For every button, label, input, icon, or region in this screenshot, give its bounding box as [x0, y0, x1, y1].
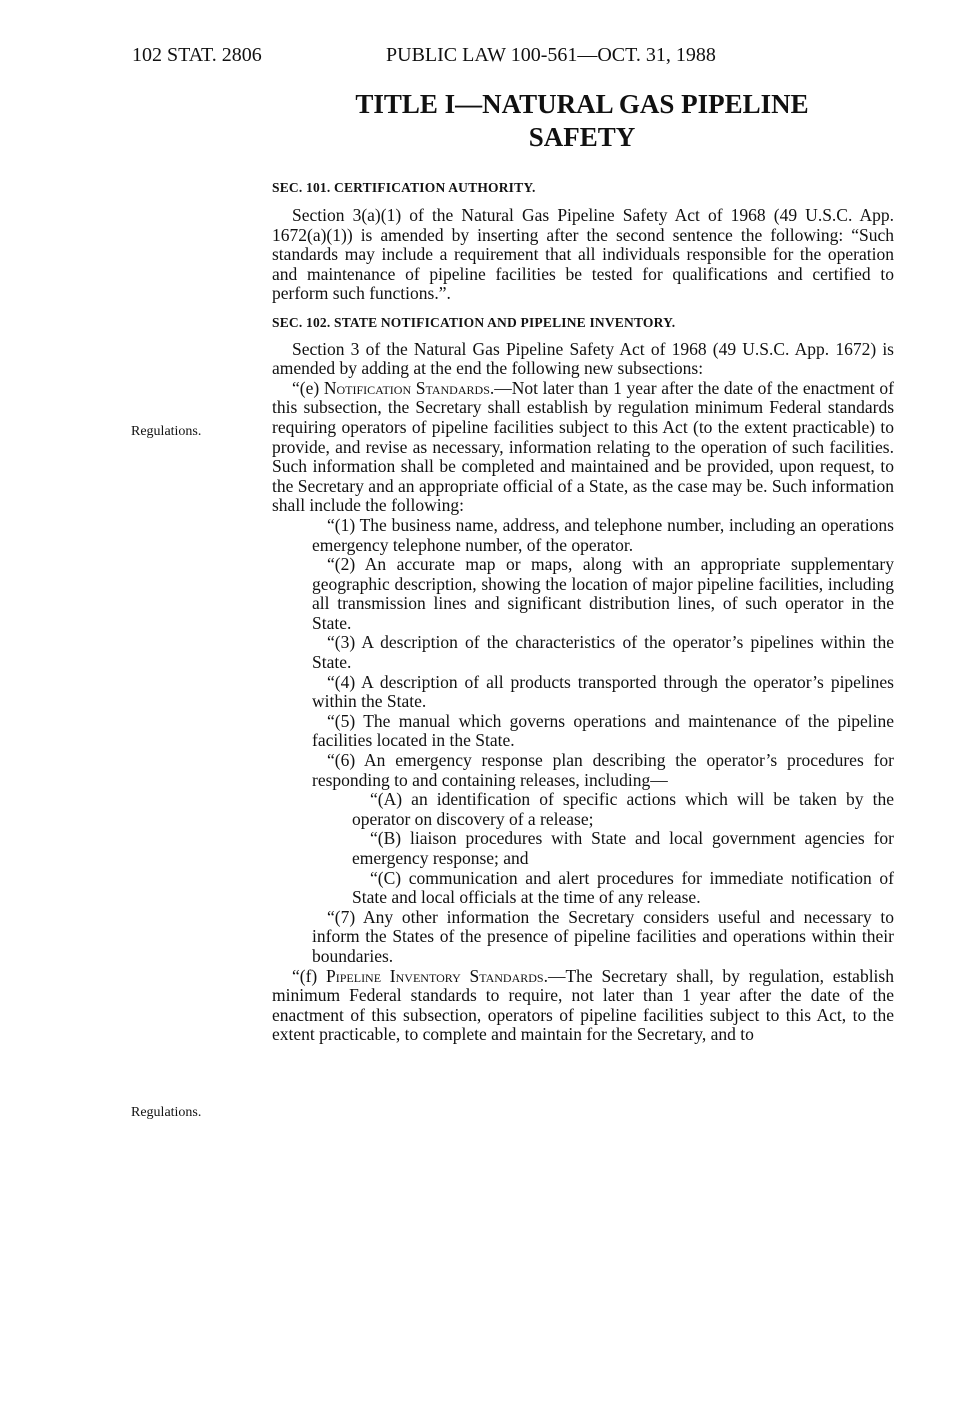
margin-note-regulations-2: Regulations. [131, 1105, 202, 1120]
subsection-f-prefix: “(f) [292, 965, 326, 986]
item-1: “(1) The business name, address, and telephone number, including an operations emergency telephone number, of the operator. [312, 514, 894, 555]
subsection-f-text: .—The Secretary shall, by regulation, establish minimum Federal standards to require, not later than 1 year after the date of the enactment of this subsection, operators of pipeline facilities subject to this Act, to the extent practicable, to complete and maintain for the Secretary, and to [272, 965, 894, 1045]
item-2: “(2) An accurate map or maps, along with an appropriate supplementary geographic description, showing the location of major pipeline facilities, including all transmission lines and significant distribution lines, of such operator in the State. [312, 554, 894, 633]
item-4: “(4) A description of all products transported through the operator’s pipelines within the State. [312, 671, 894, 712]
title-line-2: SAFETY [528, 122, 636, 152]
section-101-text: Section 3(a)(1) of the Natural Gas Pipeline Safety Act of 1968 (49 U.S.C. App. 1672(a)(1)) is amended by inserting after the second sentence the following: “Such standards may include a requirement that all individuals responsible for the operation and maintenance of pipeline facilities be tested for qualifications and certified to perform such functions.”. [272, 205, 894, 304]
item-6: “(6) An emergency response plan describing the operator’s procedures for responding to and containing releases, including— [312, 750, 894, 790]
subsection-f [272, 967, 894, 1045]
section-102-heading: SEC. 102. STATE NOTIFICATION AND PIPELINE INVENTORY. [272, 314, 676, 330]
subsection-e-heading: Notification Standards [323, 377, 490, 398]
title-line-1: TITLE I—NATURAL GAS PIPELINE [355, 89, 809, 119]
item-6-a: “(A) an identification of specific actions which will be taken by the operator on discovery of a release; [352, 789, 894, 829]
subsection-e-prefix: “(e) [292, 377, 324, 398]
subsection-e-text: .—Not later than 1 year after the date of the enactment of this subsection, the Secretary shall establish by regulation minimum Federal standards requiring operators of pipeline facilities subject to this Act (to the extent practicable) to provide, and revise as necessary, information relating to the operation of such facilities. Such information shall be completed and maintained and be provided, upon request, to the Secretary and an appropriate official of a State, as the case may be. Such information shall include the following: [272, 377, 894, 516]
section-102-intro: Section 3 of the Natural Gas Pipeline Safety Act of 1968 (49 U.S.C. App. 1672) is amended by adding at the end the following new subsections: [272, 338, 894, 379]
item-6-c: “(C) communication and alert procedures for immediate notification of State and local officials at the time of any release. [352, 867, 894, 908]
subsection-f-heading: Pipeline Inventory Standards [326, 965, 544, 986]
margin-note-regulations-1: Regulations. [131, 424, 202, 439]
subsection-e [272, 379, 894, 516]
item-7: “(7) Any other information the Secretary considers useful and necessary to inform the States of the presence of pipeline facilities and operations within their boundaries. [312, 906, 894, 966]
body-text [272, 206, 894, 1045]
item-6-b: “(B) liaison procedures with State and local government agencies for emergency response; and [352, 828, 894, 868]
title-heading [272, 88, 892, 154]
item-3: “(3) A description of the characteristics of the operator’s pipelines within the State. [312, 632, 894, 673]
section-101-heading: SEC. 101. CERTIFICATION AUTHORITY. [272, 180, 536, 195]
item-5: “(5) The manual which governs operations and maintenance of the pipeline facilities located in the State. [312, 710, 894, 751]
statute-page-number: 102 STAT. 2806 [132, 44, 262, 66]
public-law-header: PUBLIC LAW 100-561—OCT. 31, 1988 [386, 44, 716, 66]
